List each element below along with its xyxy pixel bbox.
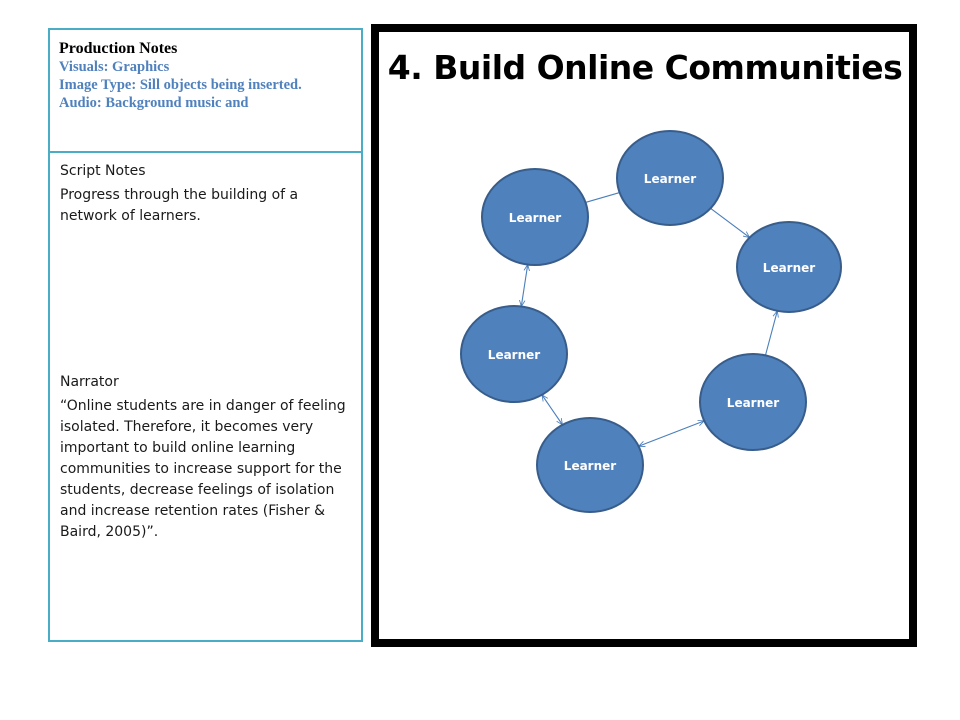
learner-network-diagram (379, 32, 909, 639)
notes-panel (48, 28, 363, 642)
learner-node-upper-left (482, 169, 588, 265)
learner-node-middle-left (461, 306, 567, 402)
connector-middle-left-to-upper-left (521, 265, 527, 307)
script-notes-heading: Script Notes (60, 163, 146, 179)
production-visuals: Visuals: Graphics (59, 59, 170, 75)
connector-top-to-upper-right (711, 208, 750, 237)
production-notes-title: Production Notes (59, 40, 178, 57)
production-image-type: Image Type: Sill objects being inserted. (59, 77, 302, 93)
learner-label: Learner (563, 459, 617, 473)
script-notes-box (50, 155, 361, 543)
learner-node-bottom (537, 418, 643, 512)
learner-node-lower-right (700, 354, 806, 450)
learner-node-upper-right (737, 222, 841, 312)
connector-upper-left-to-top (585, 193, 619, 203)
learner-label: Learner (508, 211, 562, 225)
connector-lower-right-to-upper-right (765, 311, 777, 355)
connector-bottom-to-lower-right (639, 421, 705, 446)
learner-node-top (617, 131, 723, 225)
learner-label: Learner (487, 348, 541, 362)
production-notes-box (50, 30, 361, 153)
learner-label: Learner (643, 172, 697, 186)
connector-middle-left-to-bottom (542, 395, 563, 425)
production-audio: Audio: Background music and (59, 95, 249, 111)
slide-panel (371, 24, 917, 647)
narration-text: “Online students are in danger of feeling isolated. Therefore, it becomes very important to build online learning communities to increase support for the students, decrease feelings of isolation and increase retention rates (Fisher & Baird, 2005)”. (60, 398, 346, 540)
script-notes-description: Progress through the building of a network of learners. (60, 187, 299, 224)
narrator-label: Narrator (60, 374, 119, 390)
learner-label: Learner (762, 261, 816, 275)
slide-title: 4. Build Online Communities (387, 48, 903, 87)
learner-label: Learner (726, 396, 780, 410)
